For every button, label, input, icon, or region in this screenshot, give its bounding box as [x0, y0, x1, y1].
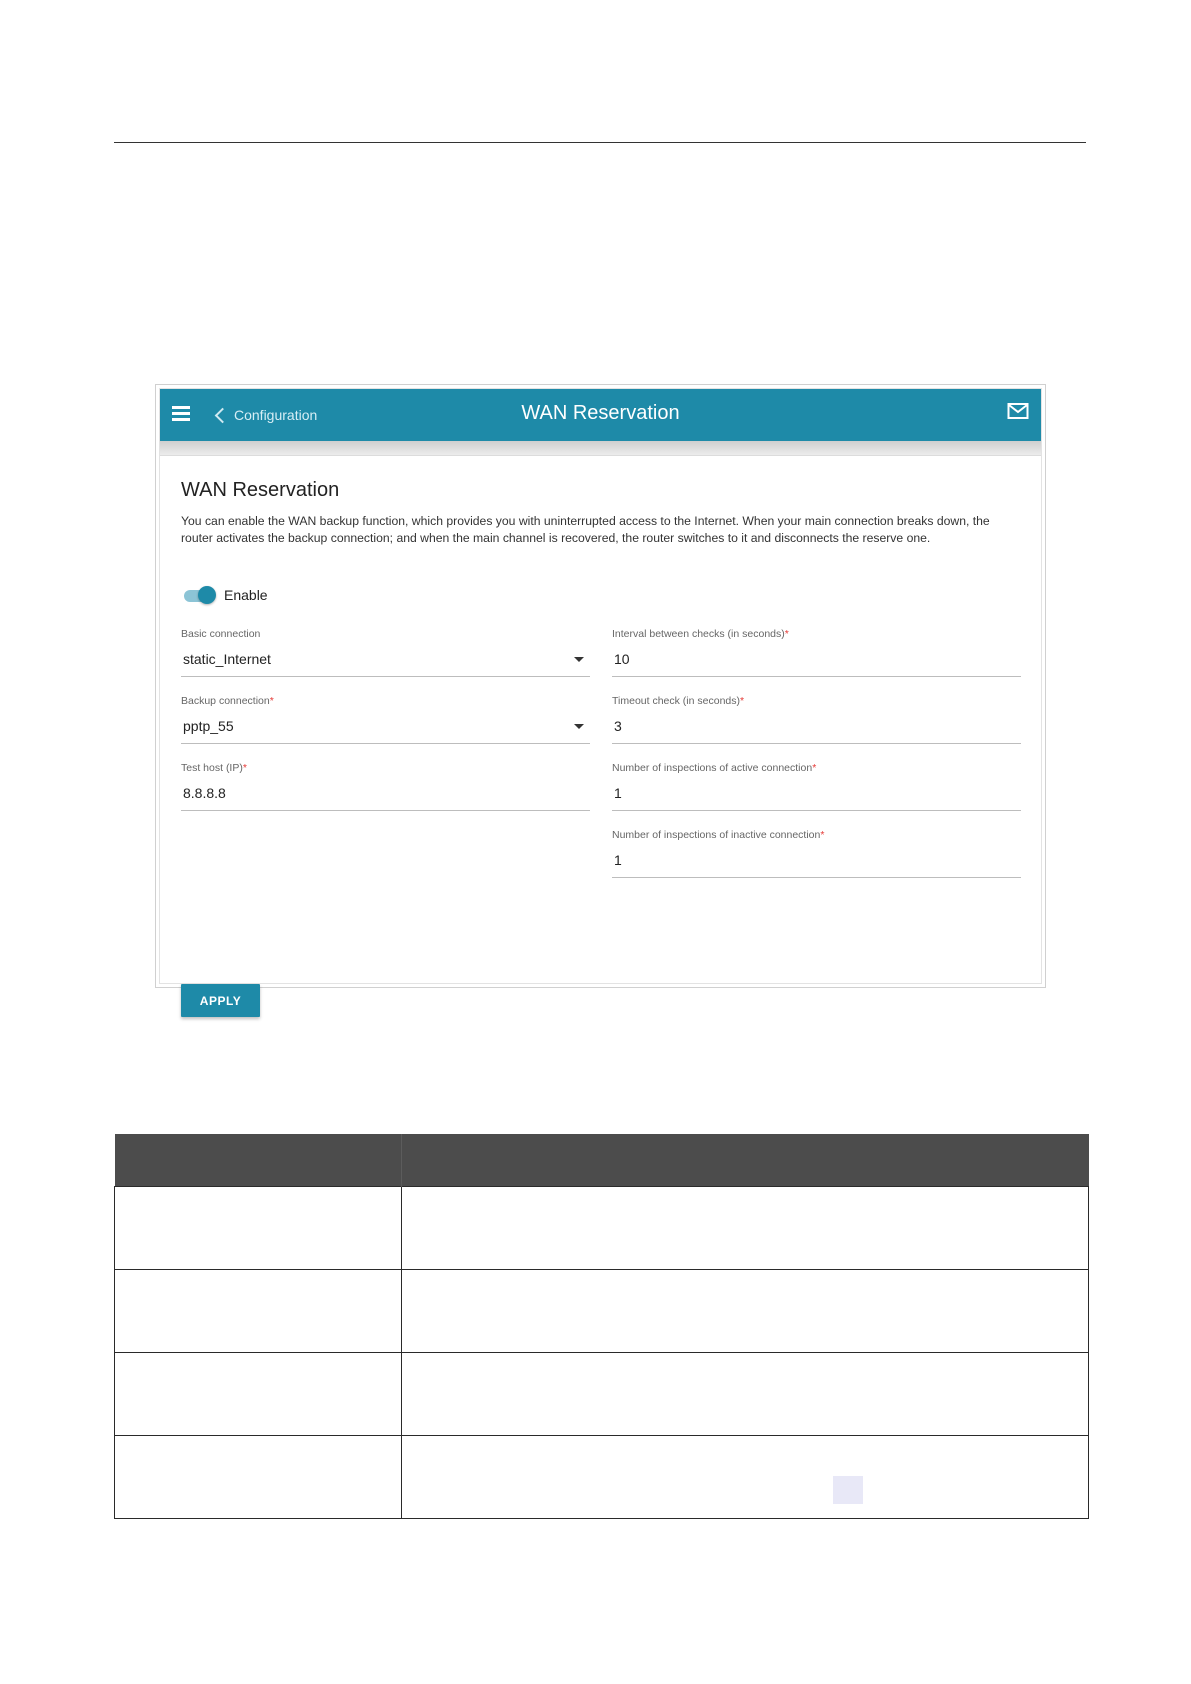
app-header: [160, 389, 1041, 441]
table-cell: [115, 1436, 402, 1519]
backup-connection-value: pptp_55: [183, 718, 234, 734]
basic-connection-select[interactable]: [181, 628, 590, 677]
enable-label: Enable: [224, 587, 268, 603]
interval-field[interactable]: [612, 628, 1021, 677]
inactive-inspections-value: 1: [614, 852, 622, 868]
screenshot-frame: [155, 384, 1046, 1008]
timeout-label: Timeout check (in seconds)*: [612, 695, 745, 707]
timeout-value: 3: [614, 718, 622, 734]
active-inspections-field[interactable]: [612, 762, 1021, 811]
table-header-cell: [115, 1134, 402, 1187]
back-label: Configuration: [234, 407, 318, 423]
caret-down-icon[interactable]: [574, 724, 584, 729]
backup-connection-label: Backup connection*: [181, 695, 274, 707]
inactive-inspections-field[interactable]: [612, 829, 1021, 878]
table-row: [115, 1436, 1089, 1519]
highlight-mark: [833, 1476, 863, 1504]
test-host-value: 8.8.8.8: [183, 785, 226, 801]
parameters-table: [114, 1134, 1089, 1519]
apply-button[interactable]: APPLY: [181, 984, 260, 1017]
table-cell: [115, 1187, 402, 1270]
test-host-field[interactable]: [181, 762, 590, 811]
inactive-inspections-label: Number of inspections of inactive connection*: [612, 829, 825, 841]
backup-connection-select[interactable]: [181, 695, 590, 744]
enable-toggle-row: [182, 585, 268, 605]
interval-label: Interval between checks (in seconds)*: [612, 628, 789, 640]
table-row: [115, 1353, 1089, 1436]
app-window: [159, 388, 1042, 1008]
basic-connection-value: static_Internet: [183, 651, 271, 667]
caret-down-icon[interactable]: [574, 657, 584, 662]
active-inspections-value: 1: [614, 785, 622, 801]
table-cell: [402, 1270, 1089, 1353]
basic-connection-label: Basic connection: [181, 628, 261, 640]
table-cell: [115, 1353, 402, 1436]
header-shadow: [160, 441, 1041, 456]
table-cell: [115, 1270, 402, 1353]
section-description: You can enable the WAN backup function, which provides you with uninterrupted access to the Internet. When your main connection breaks down, the router activates the backup connection; and when the main channel is recovered, the router switches to it and disconnects the reserve one.: [181, 514, 990, 545]
page-title: WAN Reservation: [521, 402, 680, 424]
table-cell: [402, 1187, 1089, 1270]
table-cell: [402, 1436, 1089, 1519]
section-heading: WAN Reservation: [181, 479, 340, 501]
main-content: [181, 469, 1020, 1008]
enable-toggle[interactable]: [182, 585, 216, 605]
table-row: [115, 1270, 1089, 1353]
active-inspections-label: Number of inspections of active connection*: [612, 762, 817, 774]
interval-value: 10: [614, 651, 630, 667]
table-header-cell: [402, 1134, 1089, 1187]
table-row: [115, 1187, 1089, 1270]
mail-icon[interactable]: [1007, 402, 1029, 425]
table-cell: [402, 1353, 1089, 1436]
test-host-label: Test host (IP)*: [181, 762, 247, 774]
timeout-field[interactable]: [612, 695, 1021, 744]
table-header-row: [115, 1134, 1089, 1187]
page-header-rule: [114, 142, 1086, 143]
